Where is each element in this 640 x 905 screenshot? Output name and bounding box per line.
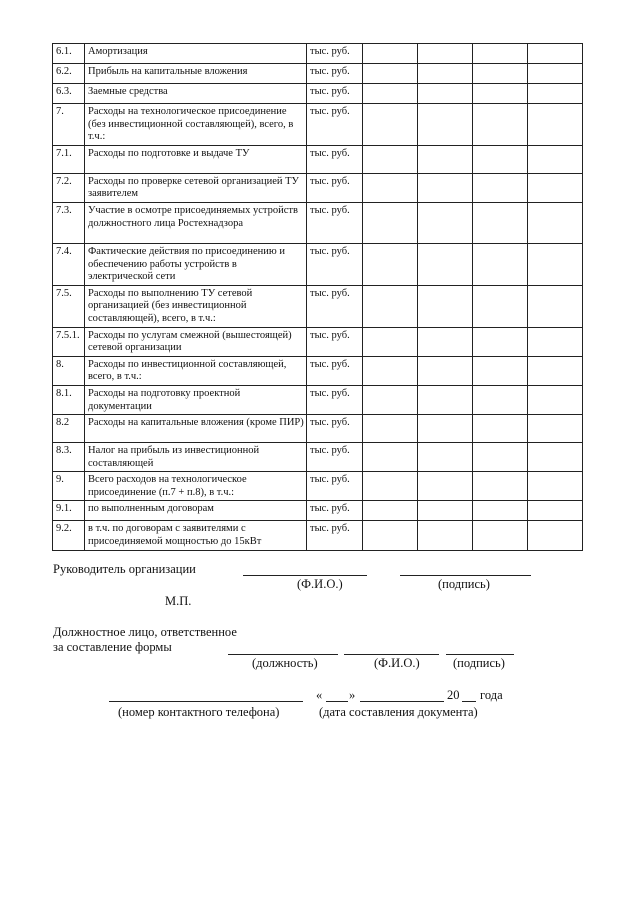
- table-row: [53, 44, 583, 64]
- table-row: [53, 521, 583, 550]
- row-unit: тыс. руб.: [307, 202, 363, 243]
- table-row: [53, 243, 583, 285]
- value-cell: [363, 472, 418, 501]
- row-unit: тыс. руб.: [307, 385, 363, 414]
- value-cell: [473, 415, 528, 443]
- table-row: [53, 84, 583, 104]
- row-unit: тыс. руб.: [307, 44, 363, 64]
- table-row: [53, 356, 583, 385]
- official-label-line-2: за составление формы: [53, 640, 172, 654]
- head-fio-caption: (Ф.И.О.): [297, 577, 343, 591]
- row-number: 9.: [53, 472, 85, 501]
- value-cell: [473, 356, 528, 385]
- value-cell: [473, 285, 528, 327]
- row-name: Участие в осмотре присоединяемых устройств должностного лица Ростехнадзора: [85, 202, 307, 243]
- date-year-line: [462, 701, 476, 702]
- date-close-quote: »: [349, 688, 356, 702]
- value-cell: [528, 64, 583, 84]
- value-cell: [418, 243, 473, 285]
- row-unit: тыс. руб.: [307, 443, 363, 472]
- value-cell: [418, 202, 473, 243]
- phone-caption: (номер контактного телефона): [118, 705, 280, 719]
- row-number: 6.2.: [53, 64, 85, 84]
- value-cell: [363, 64, 418, 84]
- value-cell: [363, 104, 418, 146]
- head-label: Руководитель организации: [53, 562, 196, 576]
- row-name: Расходы на капитальные вложения (кроме ПИР): [85, 415, 307, 443]
- row-number: 9.1.: [53, 501, 85, 521]
- row-unit: тыс. руб.: [307, 501, 363, 521]
- row-unit: тыс. руб.: [307, 356, 363, 385]
- row-name: по выполненным договорам: [85, 501, 307, 521]
- value-cell: [473, 327, 528, 356]
- row-name: Прибыль на капитальные вложения: [85, 64, 307, 84]
- value-cell: [528, 501, 583, 521]
- value-cell: [473, 173, 528, 202]
- value-cell: [473, 443, 528, 472]
- value-cell: [528, 243, 583, 285]
- row-name: Расходы на подготовку проектной документации: [85, 385, 307, 414]
- value-cell: [363, 385, 418, 414]
- row-number: 8.2: [53, 415, 85, 443]
- date-open-quote: «: [316, 688, 323, 702]
- value-cell: [473, 145, 528, 173]
- value-cell: [473, 501, 528, 521]
- value-cell: [473, 385, 528, 414]
- value-cell: [418, 285, 473, 327]
- official-sign-caption: (подпись): [453, 656, 505, 670]
- value-cell: [473, 243, 528, 285]
- row-number: 8.: [53, 356, 85, 385]
- value-cell: [473, 521, 528, 550]
- value-cell: [528, 415, 583, 443]
- value-cell: [363, 145, 418, 173]
- row-number: 8.3.: [53, 443, 85, 472]
- value-cell: [418, 415, 473, 443]
- value-cell: [363, 202, 418, 243]
- row-number: 8.1.: [53, 385, 85, 414]
- official-fio-caption: (Ф.И.О.): [374, 656, 420, 670]
- value-cell: [418, 64, 473, 84]
- value-cell: [363, 356, 418, 385]
- row-name: Расходы по подготовке и выдаче ТУ: [85, 145, 307, 173]
- table-row: [53, 285, 583, 327]
- table-row: [53, 64, 583, 84]
- value-cell: [473, 104, 528, 146]
- row-name: Расходы на технологическое присоединение (без инвестиционной составляющей), всего, в т.ч.:: [85, 104, 307, 146]
- row-number: 7.: [53, 104, 85, 146]
- value-cell: [473, 202, 528, 243]
- date-day-line: [326, 701, 348, 702]
- table-row: [53, 327, 583, 356]
- row-unit: тыс. руб.: [307, 327, 363, 356]
- row-name: Амортизация: [85, 44, 307, 64]
- value-cell: [473, 44, 528, 64]
- stamp-label: М.П.: [165, 594, 192, 608]
- value-cell: [418, 173, 473, 202]
- row-name: Всего расходов на технологическое присоединение (п.7 + п.8), в т.ч.:: [85, 472, 307, 501]
- value-cell: [363, 501, 418, 521]
- value-cell: [363, 327, 418, 356]
- value-cell: [528, 443, 583, 472]
- official-position-line: [228, 654, 338, 655]
- row-unit: тыс. руб.: [307, 415, 363, 443]
- row-unit: тыс. руб.: [307, 285, 363, 327]
- value-cell: [528, 145, 583, 173]
- table-row: [53, 501, 583, 521]
- official-label-line-1: Должностное лицо, ответственное: [53, 625, 237, 639]
- phone-line: [109, 701, 303, 702]
- row-name: Заемные средства: [85, 84, 307, 104]
- value-cell: [418, 356, 473, 385]
- value-cell: [363, 415, 418, 443]
- row-number: 6.3.: [53, 84, 85, 104]
- table-row: [53, 173, 583, 202]
- value-cell: [473, 64, 528, 84]
- row-number: 7.1.: [53, 145, 85, 173]
- row-name: Фактические действия по присоединению и обеспечению работы устройств в электрической сети: [85, 243, 307, 285]
- row-unit: тыс. руб.: [307, 243, 363, 285]
- value-cell: [418, 521, 473, 550]
- date-year-prefix: 20: [447, 688, 460, 702]
- value-cell: [528, 327, 583, 356]
- value-cell: [418, 327, 473, 356]
- head-sign-caption: (подпись): [438, 577, 490, 591]
- value-cell: [528, 84, 583, 104]
- value-cell: [418, 385, 473, 414]
- row-number: 7.3.: [53, 202, 85, 243]
- value-cell: [528, 202, 583, 243]
- value-cell: [418, 443, 473, 472]
- table-row: [53, 145, 583, 173]
- row-unit: тыс. руб.: [307, 84, 363, 104]
- row-unit: тыс. руб.: [307, 104, 363, 146]
- row-unit: тыс. руб.: [307, 521, 363, 550]
- value-cell: [363, 285, 418, 327]
- value-cell: [418, 472, 473, 501]
- row-number: 9.2.: [53, 521, 85, 550]
- table-row: [53, 385, 583, 414]
- head-sign-line: [400, 575, 531, 576]
- value-cell: [528, 44, 583, 64]
- value-cell: [528, 285, 583, 327]
- row-name: в т.ч. по договорам с заявителями с присоединяемой мощностью до 15кВт: [85, 521, 307, 550]
- table-row: [53, 202, 583, 243]
- row-name: Расходы по выполнению ТУ сетевой организацией (без инвестиционной составляющей), всего, в т.ч.:: [85, 285, 307, 327]
- value-cell: [418, 104, 473, 146]
- value-cell: [418, 44, 473, 64]
- value-cell: [418, 501, 473, 521]
- value-cell: [528, 385, 583, 414]
- row-name: Расходы по услугам смежной (вышестоящей) сетевой организации: [85, 327, 307, 356]
- value-cell: [363, 521, 418, 550]
- row-number: 7.2.: [53, 173, 85, 202]
- value-cell: [363, 243, 418, 285]
- row-name: Налог на прибыль из инвестиционной составляющей: [85, 443, 307, 472]
- table-row: [53, 472, 583, 501]
- date-year-suffix: года: [480, 688, 503, 702]
- value-cell: [473, 84, 528, 104]
- value-cell: [363, 173, 418, 202]
- row-number: 7.4.: [53, 243, 85, 285]
- official-sign-line: [446, 654, 514, 655]
- official-fio-line: [344, 654, 439, 655]
- value-cell: [418, 145, 473, 173]
- row-number: 7.5.1.: [53, 327, 85, 356]
- row-number: 6.1.: [53, 44, 85, 64]
- value-cell: [418, 84, 473, 104]
- row-number: 7.5.: [53, 285, 85, 327]
- row-unit: тыс. руб.: [307, 64, 363, 84]
- row-unit: тыс. руб.: [307, 145, 363, 173]
- table-row: [53, 443, 583, 472]
- date-month-line: [360, 701, 444, 702]
- row-name: Расходы по проверке сетевой организацией ТУ заявителем: [85, 173, 307, 202]
- row-unit: тыс. руб.: [307, 472, 363, 501]
- row-unit: тыс. руб.: [307, 173, 363, 202]
- value-cell: [473, 472, 528, 501]
- value-cell: [528, 173, 583, 202]
- row-name: Расходы по инвестиционной составляющей, всего, в т.ч.:: [85, 356, 307, 385]
- value-cell: [528, 356, 583, 385]
- table-row: [53, 104, 583, 146]
- value-cell: [363, 443, 418, 472]
- head-fio-line: [243, 575, 367, 576]
- table-row: [53, 415, 583, 443]
- official-position-caption: (должность): [252, 656, 318, 670]
- value-cell: [363, 44, 418, 64]
- value-cell: [363, 84, 418, 104]
- date-caption: (дата составления документа): [319, 705, 478, 719]
- value-cell: [528, 104, 583, 146]
- cost-table: [52, 43, 583, 551]
- value-cell: [528, 521, 583, 550]
- value-cell: [528, 472, 583, 501]
